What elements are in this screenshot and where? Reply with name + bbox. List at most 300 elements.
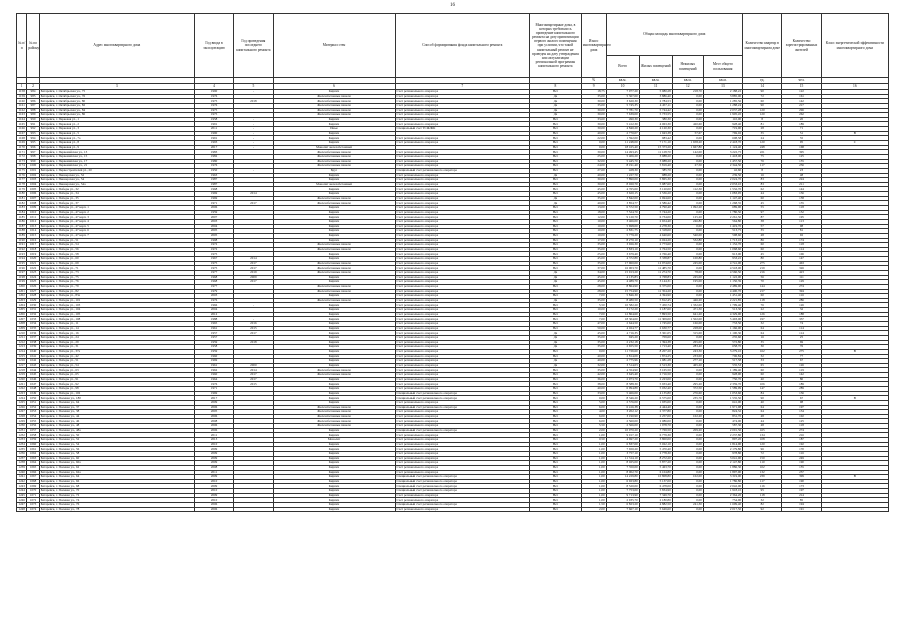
table-cell: Нет xyxy=(530,192,582,197)
table-cell: Счет регионального оператора xyxy=(395,108,529,113)
table-cell: 1 532,70 xyxy=(703,187,742,192)
table-cell: 1240 xyxy=(18,469,25,474)
table-cell: Счет регионального оператора xyxy=(395,442,529,447)
table-cell: 1964 xyxy=(194,377,233,382)
table-cell: Счет регионального оператора xyxy=(395,470,529,475)
table-cell: 30,00 xyxy=(581,182,606,187)
table-cell: Железобетонные панели xyxy=(273,270,395,275)
table-cell: 0,00 xyxy=(672,498,703,503)
table-cell: 7,00 xyxy=(581,317,606,322)
table-cell: Счет регионального оператора xyxy=(395,368,529,373)
table-cell: Кирпич xyxy=(273,117,395,122)
table-cell: 0,00 xyxy=(672,377,703,382)
table-cell: 170 xyxy=(782,447,821,452)
table-cell: 0,00 xyxy=(672,247,703,252)
table-cell: 6 104,80 xyxy=(639,470,672,475)
table-cell: 0,00 xyxy=(672,405,703,410)
table-cell: 56 xyxy=(743,275,782,280)
table-cell: Монолит железобетонный xyxy=(273,145,395,150)
table-cell: Батарейск, г. Первомайская ул., 21 xyxy=(39,164,194,169)
table-cell: 1031 xyxy=(27,308,39,313)
table-cell: 1219 xyxy=(18,372,25,377)
table-cell: 2005 xyxy=(194,233,233,238)
table-cell: 1962 xyxy=(194,368,233,373)
column-number: 6 xyxy=(273,84,395,90)
table-cell: 1 268,35 xyxy=(703,201,742,206)
table-cell: 1,50 xyxy=(581,503,606,508)
table-cell: 1046 xyxy=(27,377,39,382)
table-cell: 10,00 xyxy=(581,224,606,229)
table-cell: 84 xyxy=(743,391,782,396)
header-cell: Способ формирования фонда капитального ремонта xyxy=(395,14,529,78)
table-cell: 18 304,00 xyxy=(606,317,639,322)
table-cell: 35,00 xyxy=(581,243,606,248)
table-cell: 4 135,83 xyxy=(606,275,639,280)
table-cell: 76 xyxy=(743,303,782,308)
table-cell: Счет регионального оператора xyxy=(395,182,529,187)
table-cell: 1039 xyxy=(27,345,39,350)
table-cell: 195,00 xyxy=(672,280,703,285)
table-cell: Счет регионального оператора xyxy=(395,270,529,275)
table-cell: Батарейск, г. Октябрьская ул., 80 xyxy=(39,99,194,104)
table-cell: Батарейск, г. Победы ул., 83а xyxy=(39,294,194,299)
table-cell: 1044 xyxy=(27,368,39,373)
table-cell: 30 xyxy=(743,345,782,350)
table-cell: В xyxy=(821,131,888,136)
table-cell: 194 xyxy=(782,503,821,508)
table-cell: 45,00 xyxy=(581,257,606,262)
table-cell: 239,50 xyxy=(703,173,742,178)
table-cell: 1215 xyxy=(18,353,25,358)
table-cell: 40 xyxy=(743,400,782,405)
table-cell: 2 261,50 xyxy=(703,215,742,220)
table-cell: Специальный счет регионального оператора xyxy=(395,484,529,489)
table-cell: Кирпич xyxy=(273,141,395,146)
table-cell: 0,00 xyxy=(672,438,703,443)
table-cell: 1,00 xyxy=(581,461,606,466)
table-cell: Кирпич xyxy=(273,331,395,336)
table-cell: Нет xyxy=(530,224,582,229)
table-cell: 243,30 xyxy=(672,349,703,354)
table-cell: 1982 xyxy=(194,154,233,159)
table-cell: 2,00 xyxy=(581,507,606,512)
table-cell: 2009 xyxy=(194,456,233,461)
table-cell: Нет xyxy=(530,117,582,122)
table-cell: 155 xyxy=(782,159,821,164)
table-cell: 490,30 xyxy=(606,117,639,122)
table-cell: 18,00 xyxy=(581,210,606,215)
table-cell: 1980 xyxy=(194,159,233,164)
table-cell: Батарейск, г. Победы ул., 16 xyxy=(39,331,194,336)
table-cell: Нет xyxy=(530,294,582,299)
table-cell: Нет xyxy=(530,284,582,289)
table-cell: Батарейск, г. Парковая ул., 9 xyxy=(39,145,194,150)
table-cell: Батарейск, г. Полевая ул., 46 xyxy=(39,419,194,424)
table-cell: 35,00 xyxy=(581,247,606,252)
table-cell: Нет xyxy=(530,243,582,248)
table-cell: 993 xyxy=(27,131,39,136)
table-cell: В xyxy=(821,349,888,354)
table-cell: Кирпич xyxy=(273,233,395,238)
table-cell: 988 xyxy=(27,108,39,113)
table-cell: Да xyxy=(530,275,582,280)
table-cell: 18 165,40 xyxy=(606,145,639,150)
table-cell: Нет xyxy=(530,410,582,415)
table-cell: 126 xyxy=(743,312,782,317)
table-cell: 2 221,85 xyxy=(703,298,742,303)
table-cell: Батарейск, г. Победы ул., 91 xyxy=(39,377,194,382)
table-cell: 1 166,00 xyxy=(703,326,742,331)
table-cell: 1179 xyxy=(17,187,27,192)
table-cell: 116 xyxy=(743,484,782,489)
table-cell: 60 xyxy=(743,373,782,378)
table-cell: Монолит железобетонный xyxy=(273,182,395,187)
table-cell: 1022 xyxy=(27,266,39,271)
table-cell: 1972 xyxy=(194,247,233,252)
table-cell: 2009 xyxy=(194,461,233,466)
table-cell: 32 xyxy=(743,322,782,327)
table-cell: 1051 xyxy=(27,400,39,405)
table-cell: 152 xyxy=(782,210,821,215)
table-cell: Да xyxy=(530,335,582,340)
table-cell: 2 179,80 xyxy=(703,447,742,452)
table-cell: 991 xyxy=(27,122,39,127)
table-cell: 190 xyxy=(782,479,821,484)
table-cell: 7 890,00 xyxy=(606,178,639,183)
table-cell: 1,00 xyxy=(581,442,606,447)
table-cell: Батарейск, г. Полевая ул., 37 xyxy=(39,405,194,410)
table-cell: 1224 xyxy=(18,395,25,400)
table-cell: Кирпич xyxy=(273,447,395,452)
table-cell: Кирпич xyxy=(273,229,395,234)
unit-cell: ед. xyxy=(743,78,782,84)
table-cell: Кирпич xyxy=(273,391,395,396)
table-cell: Батарейск, г. Победы ул., 56 xyxy=(39,247,194,252)
table-cell: 1991 xyxy=(194,136,233,141)
table-cell: 598,60 xyxy=(703,233,742,238)
table-cell: 1017 xyxy=(27,243,39,248)
table-cell: 2014 xyxy=(234,257,273,262)
table-cell: Кирпич xyxy=(273,345,395,350)
table-cell: - xyxy=(234,122,273,127)
table-cell: 2008 xyxy=(194,465,233,470)
table-cell: Батарейск, г. Победы ул., 51 xyxy=(39,238,194,243)
table-cell: 1208 xyxy=(18,321,25,326)
table-cell: 136 xyxy=(782,391,821,396)
table-cell: Кирпич xyxy=(273,335,395,340)
table-cell: 1200 xyxy=(18,284,25,289)
table-cell: 83 xyxy=(743,182,782,187)
table-cell: 5 022,10 xyxy=(639,442,672,447)
table-cell: 8 191,40 xyxy=(606,164,639,169)
table-cell: 0,00 xyxy=(672,373,703,378)
table-cell: Батарейск, г. Полевая ул., 58 xyxy=(39,451,194,456)
table-cell: 1211 xyxy=(17,335,27,340)
table-cell: Батарейск, г. Победы ул., 102 xyxy=(39,391,194,396)
table-cell: 1 092,20 xyxy=(672,206,703,211)
table-cell: 5 744,42 xyxy=(639,108,672,113)
table-cell: Батарейск, г. Победы ул., 92 xyxy=(39,382,194,387)
table-cell: Специальный счет регионального оператора xyxy=(395,405,529,410)
table-cell: 3 172,20 xyxy=(606,308,639,313)
table-cell: 4 444,40 xyxy=(639,405,672,410)
table-cell: 2006 xyxy=(194,206,233,211)
table-cell: 3 842,00 xyxy=(606,196,639,201)
table-cell: 1234 xyxy=(18,441,25,446)
table-cell: 1038 xyxy=(27,340,39,345)
table-cell: 38,00 xyxy=(581,382,606,387)
table-cell: 5 987,60 xyxy=(639,182,672,187)
table-cell: 1040 xyxy=(27,349,39,354)
table-cell: Счет регионального оператора xyxy=(395,261,529,266)
table-cell: 1 943,38 xyxy=(639,131,672,136)
table-cell: Специальный счет регионального оператора xyxy=(395,396,529,401)
table-cell: 9 713,90 xyxy=(606,493,639,498)
table-cell: 535,53 xyxy=(703,363,742,368)
table-cell: 394 xyxy=(782,289,821,294)
header-cell: Год ввода в эксплуатацию xyxy=(194,14,233,78)
table-cell: 20 xyxy=(782,117,821,122)
table-cell: Нет xyxy=(530,164,582,169)
table-cell: 1 799,46 xyxy=(703,303,742,308)
table-cell: 48 xyxy=(743,414,782,419)
table-cell: 5 812,45 xyxy=(639,298,672,303)
table-cell: 1198 xyxy=(17,275,27,280)
table-cell: 1 935,00 xyxy=(639,400,672,405)
table-cell: 988,20 xyxy=(639,173,672,178)
header-cell: Количество зарегистрированных жителей xyxy=(782,14,821,78)
table-cell: Счет регионального оператора xyxy=(395,312,529,317)
table-cell: Нет xyxy=(530,154,582,159)
table-cell: 114 xyxy=(782,331,821,336)
table-cell: 1959 xyxy=(194,340,233,345)
table-cell: 24,00 xyxy=(581,164,606,169)
table-cell: 4 560,50 xyxy=(703,270,742,275)
table-cell: Батарейск, г. Октябрьская ул., 82 xyxy=(39,103,194,108)
table-cell: Кирпич xyxy=(273,178,395,183)
table-cell: 2 973,70 xyxy=(606,377,639,382)
table-cell: 35,00 xyxy=(581,335,606,340)
table-cell: Нет xyxy=(530,141,582,146)
table-cell: 30,00 xyxy=(581,150,606,155)
table-cell: 1036 xyxy=(27,331,39,336)
table-cell: Кирпич xyxy=(273,387,395,392)
table-cell: 45,00 xyxy=(581,331,606,336)
table-cell: 1 981,28 xyxy=(639,359,672,364)
table-cell: 3 679,40 xyxy=(606,252,639,257)
table-cell: 10,00 xyxy=(581,229,606,234)
table-cell: 1180 xyxy=(17,192,27,197)
table-cell: 78,00 xyxy=(672,270,703,275)
table-cell: Батарейск, г. Полевая ул., 48а xyxy=(39,428,194,433)
table-cell: Нет xyxy=(530,308,582,313)
table-cell: 1067 xyxy=(27,475,39,480)
table-cell: 5 834,90 xyxy=(639,489,672,494)
table-cell: 1223 xyxy=(18,390,25,395)
table-cell: 1158 xyxy=(17,90,27,95)
table-cell: 1976 xyxy=(194,298,233,303)
table-cell: 1239 xyxy=(18,465,25,470)
table-cell: 1199 xyxy=(17,280,27,285)
table-cell: 3 120,00 xyxy=(639,187,672,192)
table-cell: Кирпич xyxy=(273,479,395,484)
table-cell: Счет регионального оператора xyxy=(395,451,529,456)
table-cell: 1167 xyxy=(17,131,27,136)
table-cell: 995 xyxy=(27,141,39,146)
table-cell: 55 xyxy=(743,206,782,211)
table-cell: 1066 xyxy=(27,470,39,475)
table-cell: Счет регионального оператора xyxy=(395,233,529,238)
table-cell: Кирпич xyxy=(273,122,395,127)
table-cell: 1,00 xyxy=(581,447,606,452)
table-cell: Кирпич xyxy=(273,475,395,480)
table-cell: 2003 xyxy=(194,294,233,299)
column-number: 10 xyxy=(606,84,639,90)
table-cell: 689,90 xyxy=(703,206,742,211)
column-number: 2 xyxy=(27,84,39,90)
table-cell: 2 359,70 xyxy=(703,382,742,387)
table-cell: 7 171,10 xyxy=(639,141,672,146)
table-cell: Батарейск, г. Полевая ул., 76 xyxy=(39,503,194,508)
table-cell: Счет регионального оператора xyxy=(395,201,529,206)
table-cell: 45,00 xyxy=(581,280,606,285)
table-cell: 35,00 xyxy=(581,340,606,345)
table-cell: Да xyxy=(530,113,582,118)
table-cell: 3 202,12 xyxy=(606,410,639,415)
table-cell: Железобетонные панели xyxy=(273,410,395,415)
table-cell: Нет xyxy=(530,229,582,234)
table-cell: 3 466,00 xyxy=(606,219,639,224)
table-cell: Нет xyxy=(530,475,582,480)
table-cell: Батарейск, г. Парковая ул., 2 xyxy=(39,122,194,127)
table-cell: 1966 xyxy=(194,303,233,308)
table-cell: 1968 xyxy=(194,187,233,192)
table-cell: Батарейск, г. Парковая ул., 7а xyxy=(39,136,194,141)
table-cell: Счет регионального оператора xyxy=(395,289,529,294)
table-cell: 0,00 xyxy=(672,108,703,113)
table-cell: 27,50 xyxy=(672,164,703,169)
table-cell: 60 xyxy=(743,368,782,373)
table-cell: 7 769,50 xyxy=(639,428,672,433)
table-cell: 1171 xyxy=(17,150,27,155)
table-cell: Кирпич xyxy=(273,442,395,447)
table-cell: Счет регионального оператора xyxy=(395,117,529,122)
table-cell: 1 874,25 xyxy=(639,354,672,359)
table-cell: 80 xyxy=(743,257,782,262)
table-cell: 372,50 xyxy=(672,387,703,392)
table-cell: 92 xyxy=(743,507,782,512)
table-cell: 28,00 xyxy=(581,289,606,294)
table-cell: - xyxy=(234,127,273,132)
table-cell: 0,00 xyxy=(581,141,606,146)
table-cell: 1976 xyxy=(194,164,233,169)
table-cell: 40,00 xyxy=(581,173,606,178)
table-cell: 102,00 xyxy=(672,475,703,480)
table-cell: 2 694,60 xyxy=(639,196,672,201)
table-cell: 8 025,00 xyxy=(606,461,639,466)
table-cell: 1977 xyxy=(194,270,233,275)
table-cell: 1168 xyxy=(17,136,27,141)
table-cell: Кирпич xyxy=(273,187,395,192)
table-cell: 6 375,00 xyxy=(639,284,672,289)
table-cell: Батарейск, г. Победы ул., 47 корп. 2 xyxy=(39,210,194,215)
table-cell: 118 xyxy=(782,424,821,429)
table-cell: 2 513,30 xyxy=(639,363,672,368)
table-cell: 12,00 xyxy=(581,215,606,220)
table-cell: 1014 xyxy=(27,229,39,234)
table-cell: 5 406,20 xyxy=(606,154,639,159)
table-cell: Батарейск, г. Победы ул., 103 xyxy=(39,303,194,308)
table-cell: 90 xyxy=(743,103,782,108)
table-cell: 1007 xyxy=(27,196,39,201)
table-cell: 1969 xyxy=(194,196,233,201)
table-cell: 4 024,77 xyxy=(606,326,639,331)
table-cell: 0,00 xyxy=(672,201,703,206)
table-cell: 262 xyxy=(782,113,821,118)
table-cell: 40,00 xyxy=(581,387,606,392)
table-cell: 6,00 xyxy=(581,414,606,419)
table-cell: Да xyxy=(530,270,582,275)
table-cell: 1975 xyxy=(194,113,233,118)
table-cell: 76 xyxy=(782,345,821,350)
table-cell: 1182 xyxy=(17,201,27,206)
table-cell: 9 017,10 xyxy=(606,433,639,438)
table-cell: 189 xyxy=(782,122,821,127)
table-cell: Батарейск, г. Победы ул., 47 корп. 4 xyxy=(39,219,194,224)
table-cell: 13,00 xyxy=(581,206,606,211)
table-cell: 112,30 xyxy=(672,187,703,192)
table-cell: Счет регионального оператора xyxy=(395,257,529,262)
table-cell: 2006 xyxy=(194,507,233,512)
table-cell: Счет регионального оператора xyxy=(395,377,529,382)
table-cell: 1987 xyxy=(194,182,233,187)
table-cell: 40,00 xyxy=(581,354,606,359)
table-cell: 1 451,40 xyxy=(703,294,742,299)
table-cell: 2 033,10 xyxy=(703,182,742,187)
table-cell: Кирпич xyxy=(273,294,395,299)
table-cell: 1054 xyxy=(27,414,39,419)
table-cell: Батарейск, г. Первомайская ул., 15 xyxy=(39,154,194,159)
table-cell: 1967 xyxy=(194,257,233,262)
table-cell: 1990 xyxy=(194,131,233,136)
table-cell: 1048 xyxy=(27,387,39,392)
table-cell: 106 xyxy=(743,382,782,387)
table-cell: 0,00 xyxy=(672,507,703,512)
table-cell: 83 xyxy=(743,178,782,183)
table-cell: 1221 xyxy=(18,381,25,386)
table-cell: 4 518,00 xyxy=(703,266,742,271)
table-cell: 35,00 xyxy=(581,261,606,266)
table-cell: Нет xyxy=(530,289,582,294)
table-cell: Железобетонные панели xyxy=(273,243,395,248)
table-cell: Батарейск, г. Пионерская ул., 54а xyxy=(39,182,194,187)
table-cell: 0,00 xyxy=(672,243,703,248)
table-cell: Кирпич xyxy=(273,210,395,215)
table-cell: 1,00 xyxy=(581,475,606,480)
table-cell: 158 xyxy=(782,196,821,201)
table-cell: 30,00 xyxy=(581,113,606,118)
table-cell: Нет xyxy=(530,456,582,461)
table-cell: 1183 xyxy=(17,206,27,211)
table-cell: 1 147,40 xyxy=(703,196,742,201)
table-cell: 4 354,90 xyxy=(606,368,639,373)
table-cell: 245,00 xyxy=(672,275,703,280)
table-cell: 7,00 xyxy=(581,312,606,317)
table-cell: 1037 xyxy=(27,335,39,340)
table-cell: 11 314,10 xyxy=(606,456,639,461)
table-cell: 60 xyxy=(743,99,782,104)
table-cell: 33 xyxy=(743,359,782,364)
